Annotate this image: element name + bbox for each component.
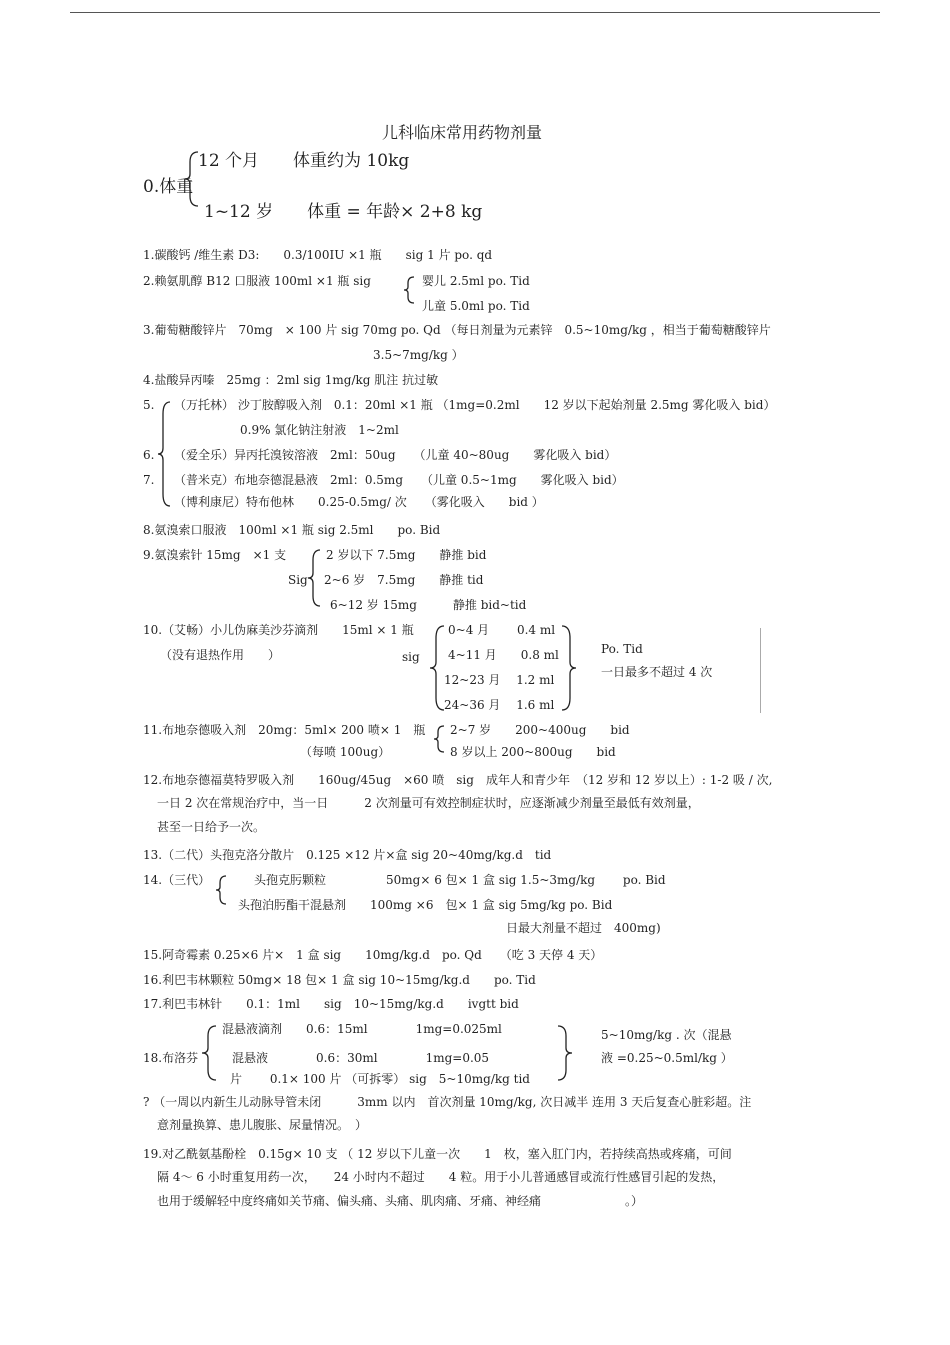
header-rule xyxy=(70,12,880,13)
item-14-brace xyxy=(214,875,228,905)
item-1: 1.碳酸钙 /维生素 D3: 0.3/100IU ×1 瓶 sig 1 片 po. qd xyxy=(143,248,493,262)
item-18-right-brace xyxy=(556,1024,574,1082)
item-14-max: 日最大剂量不超过 400mg) xyxy=(506,921,661,935)
item-2: 2.赖氨肌醇 B12 口服液 100ml ×1 瓶 sig xyxy=(143,274,371,288)
item-13: 13.（二代）头孢克洛分散片 0.125 ×12 片×盒 sig 20~40mg/kg.d tid xyxy=(143,848,552,862)
item-7-number: 7. xyxy=(143,473,155,487)
item-9-under2: 2 岁以下 7.5mg 静推 bid xyxy=(326,548,487,562)
pda-note-line2: 意剂量换算、患儿腹胀、尿量情况。 ） xyxy=(157,1118,368,1132)
item-10-age-0-4m: 0~4 月 0.4 ml xyxy=(448,623,556,637)
item-11-note: （每喷 100ug） xyxy=(300,745,391,759)
item-11-over8: 8 岁以上 200~800ug bid xyxy=(450,745,616,759)
item-19-line3: 也用于缓解轻中度终痛如关节痛、偏头痛、头痛、肌肉痛、牙痛、神经痛 。） xyxy=(157,1194,644,1208)
item-14-cefixime: 头孢克肟颗粒 50mg× 6 包× 1 盒 sig 1.5~3mg/kg po. Bid xyxy=(254,873,666,887)
item-8: 8.氨溴索口服液 100ml ×1 瓶 sig 2.5ml po. Bid xyxy=(143,523,441,537)
item-11-2to7: 2~7 岁 200~400ug bid xyxy=(450,723,630,737)
item-5-saline: 0.9% 氯化钠注射液 1~2ml xyxy=(240,423,399,437)
item-17: 17.利巴韦林针 0.1：1ml sig 10~15mg/kg.d ivgtt bid xyxy=(143,997,519,1011)
item-2-infant: 婴儿 2.5ml po. Tid xyxy=(422,274,530,288)
item-18-drops: 混悬液滴剂 0.6：15ml 1mg=0.025ml xyxy=(222,1022,502,1036)
item-5-number: 5. xyxy=(143,398,155,412)
item-12: 12.布地奈德福莫特罗吸入剂 160ug/45ug ×60 喷 sig 成年人和青少年 （12 岁和 12 岁以上）: 1-2 吸 / 次, xyxy=(143,773,773,787)
item-12-line3: 甚至一日给予一次。 xyxy=(157,820,266,834)
weight-label: 0.体重 xyxy=(143,177,194,197)
item-2-child: 儿童 5.0ml po. Tid xyxy=(422,299,530,313)
items-5-7-brace xyxy=(156,400,172,508)
item-10-note: （没有退热作用 ） xyxy=(160,648,281,662)
item-10-frequency: Po. Tid xyxy=(601,642,643,656)
item-10-age-24-36m: 24~36 月 1.6 ml xyxy=(444,698,555,712)
item-4: 4.盐酸异丙嗪 25mg ：2ml sig 1mg/kg 肌注 抗过敏 xyxy=(143,373,439,387)
item-3-cont: 3.5~7mg/kg ） xyxy=(373,348,464,362)
item-18-tablet: 片 0.1× 100 片 （可拆零） sig 5~10mg/kg tid xyxy=(230,1072,530,1086)
item-19: 19.对乙酰氨基酚栓 0.15g× 10 支 （ 12 岁以下儿童一次 1 枚，塞入肛门内，若持续高热或疼痛，可间 xyxy=(143,1147,732,1161)
item-3: 3.葡萄糖酸锌片 70mg × 100 片 sig 70mg po. Qd （每日剂量为元素锌 0.5~10mg/kg ，相当于葡萄糖酸锌片 xyxy=(143,323,771,337)
item-10-sig: sig xyxy=(402,650,420,664)
item-14-cefpodoxime: 头孢泊肟酯干混悬剂 100mg ×6 包× 1 盒 sig 5mg/kg po. Bid xyxy=(238,898,613,912)
item-14-label: 14.（三代） xyxy=(143,873,211,887)
item-18-label: 18.布洛芬 xyxy=(143,1051,199,1065)
item-12-line2: 一日 2 次在常规治疗中，当一日 2 次剂量可有效控制症状时，应逐渐减少剂量至最低有效剂量， xyxy=(157,796,700,810)
item-5: （万托林） 沙丁胺醇吸入剂 0.1：20ml ×1 瓶 （1mg=0.2ml 12 岁以下起始剂量 2.5mg 雾化吸入 bid） xyxy=(174,398,776,412)
margin-rule xyxy=(760,628,761,713)
page-title: 儿科临床常用药物剂量 xyxy=(382,123,543,142)
item-9: 9.氨溴索针 15mg ×1 支 xyxy=(143,548,287,562)
weight-line-child: 1~12 岁 体重 = 年龄× 2+8 kg xyxy=(204,202,483,222)
item-11: 11.布地奈德吸入剂 20mg：5ml× 200 喷× 1 瓶 xyxy=(143,723,426,737)
weight-line-infant: 12 个月 体重约为 10kg xyxy=(198,151,410,171)
item-10-max: 一日最多不超过 4 次 xyxy=(601,665,713,679)
item-18-dose: 5~10mg/kg . 次（混悬 xyxy=(601,1028,732,1042)
item-18-suspension: 混悬液 0.6：30ml 1mg=0.05 xyxy=(232,1051,490,1065)
item-10-age-12-23m: 12~23 月 1.2 ml xyxy=(444,673,555,687)
item-6: （爱全乐）异丙托溴铵溶液 2ml：50ug （儿童 40~80ug 雾化吸入 bid） xyxy=(174,448,617,462)
item-10: 10.（艾畅）小儿伪麻美沙芬滴剂 15ml × 1 瓶 xyxy=(143,623,414,637)
item-6-number: 6. xyxy=(143,448,155,462)
item-7: （普米克）布地奈德混悬液 2ml：0.5mg （儿童 0.5~1mg 雾化吸入 bid） xyxy=(174,473,624,487)
item-7-terbutaline: （博利康尼）特布他林 0.25-0.5mg/ 次 （雾化吸入 bid ） xyxy=(174,495,544,509)
item-9-6to12: 6~12 岁 15mg 静推 bid~tid xyxy=(330,598,527,612)
item-18-dose-suspension: 液 =0.25~0.5ml/kg ） xyxy=(601,1051,733,1065)
item-15: 15.阿奇霉素 0.25×6 片× 1 盒 sig 10mg/kg.d po. Qd （吃 3 天停 4 天） xyxy=(143,948,603,962)
item-11-brace xyxy=(432,725,446,753)
item-10-right-brace xyxy=(560,624,578,712)
pda-note: ? （一周以内新生儿动脉导管未闭 3mm 以内 首次剂量 10mg/kg, 次日减半 连用 3 天后复查心脏彩超。注 xyxy=(143,1095,752,1109)
item-10-age-4-11m: 4~11 月 0.8 ml xyxy=(448,648,559,662)
item-9-sig: Sig xyxy=(288,573,308,587)
item-18-left-brace xyxy=(200,1024,218,1082)
item-9-2to6: 2~6 岁 7.5mg 静推 tid xyxy=(324,573,484,587)
item-16: 16.利巴韦林颗粒 50mg× 18 包× 1 盒 sig 10~15mg/kg.d po. Tid xyxy=(143,973,536,987)
item-2-brace xyxy=(402,276,416,304)
item-9-brace xyxy=(306,548,322,608)
item-19-line2: 隔 4～ 6 小时重复用药一次， 24 小时内不超过 4 粒。用于小儿普通感冒或流行性感冒引起的发热， xyxy=(157,1170,725,1184)
